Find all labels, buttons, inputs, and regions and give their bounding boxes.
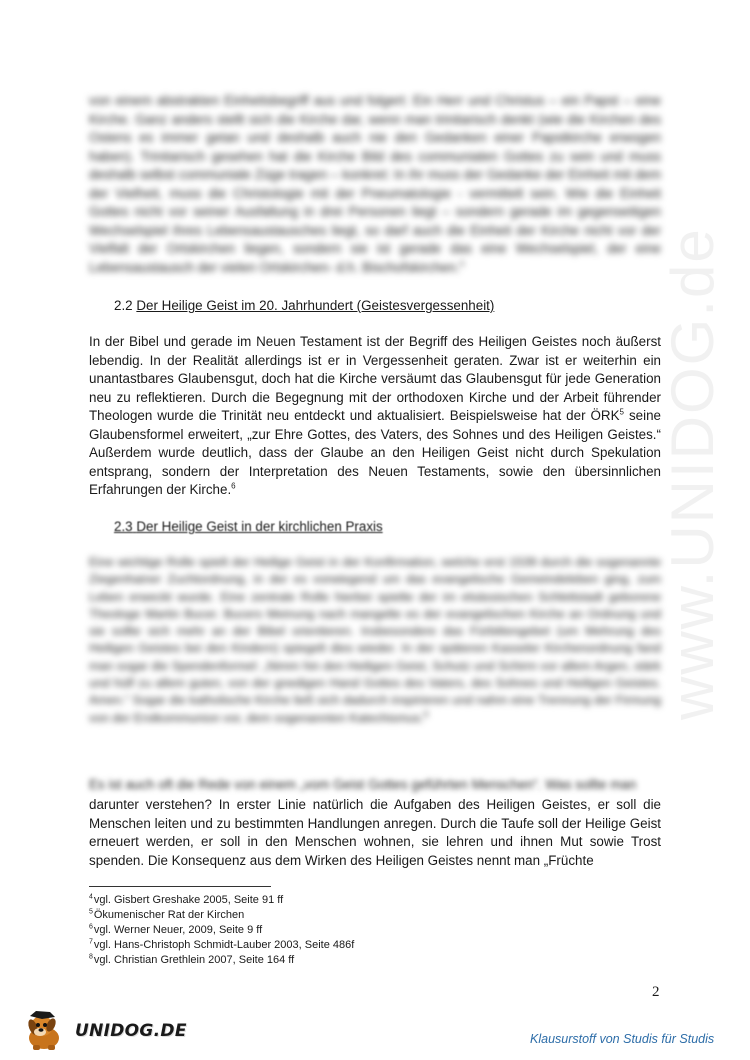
footnote-4: $^4$ vgl. Gisbert Greshake 2005, Seite 91 ff [89,893,284,906]
footnote-7: $^7$ vgl. Hans-Christoph Schmidt-Lauber 2003, Seite 486f [89,938,355,951]
footnote-ref-4: 4 [459,259,465,269]
section-2-2-text-a: In der Bibel und gerade im Neuen Testament ist der Begriff des Heiligen Geistes noch äußerst lebendig. In der Realität allerdings ist er in Vergessenheit geraten. Zwar ist er weiterhin ein unantastbares Glaubensgut, doch hat die Kirche versäumt das Glaubensgut für jede Generation neu zu reflektieren. Durch die Begegnung mit der orthodoxen Kirche und der Arbeit führender Theologen wurde die Trinität neu entdeckt und aktualisiert. Beispielsweise hat der ÖRK [89,334,661,423]
section-heading-2-2 [114,297,494,315]
footer-tagline: Klausurstoff von Studis für Studis [530,1032,715,1046]
footnote-5: $^5$ Ökumenischer Rat der Kirchen [89,908,245,921]
blurred-paragraph-top-text: von einem abstrakten Einheitsbegriff aus und folgert: Ein Herr und Christus – ein Papst – eine Kirche. Ganz anders stellt sich die Kirche dar, wenn man trinitarisch denkt (wie die Kirchen des Ostens es immer getan und deshalb auch nie den Gedanken einer Papstkirche erwogen haben). Trinitarisch gesehen hat die Kirche Bild des communialen Gottes zu sein und muss deshalb selbst communiale Züge tragen – konkret: In ihr muss der Gedanke der Einheit mit dem der Vielheit, muss die Christologie mit der Pneumatologie - vermittelt sein. Wie die Einheit Gottes nicht vor seiner Ausfaltung in drei Personen liegt – sondern gerade im gegenseitigen Wechselspiel ihres Lebensaustausches liegt, so darf auch die Einheit der Kirche nicht vor der Vielfalt der Ortskirchen liegen, sondern sie ist gerade das eine Wechselspiel, der eine Lebensaustausch der vielen Ortskirchen- d.h. Bischofskirchen. [89,93,661,275]
section-heading-2-3 [114,518,383,536]
footnote-ref-8: 8 [423,709,429,719]
section-title-2-3: Der Heilige Geist in der kirchlichen Praxis [136,519,383,534]
footnote-8: $^8$ vgl. Christian Grethlein 2007, Seite 164 ff [89,953,295,966]
section-number-2-2: 2.2 [114,298,133,313]
watermark: www.UNIDOG.de [659,227,726,720]
section-2-3-paragraph: darunter verstehen? In erster Linie natürlich die Aufgaben des Heiligen Geistes, er soll die Menschen leiten und zu bestimmten Handlungen anregen. Durch die Taufe soll der Heilige Geist erneuert werden, er soll in den Menschen wohnen, sie lehren und ihnen Mut sowie Trost spenden. Die Konsequenz aus dem Wirken des Heiligen Geistes nennt man „Früchte [89,797,661,868]
dog-mascot-icon [22,1010,78,1052]
section-2-2-paragraph [89,333,661,500]
blurred-paragraph-2-3 [89,554,661,727]
blurred-line: Es ist auch oft die Rede von einem „vom Geist Gottes geführten Menschen“. Was sollte man [89,777,637,792]
logo-text: UNIDOG.DE [75,1021,187,1041]
page-number: 2 [652,984,660,1000]
blurred-paragraph-2-3-text: Eine wichtige Rolle spielt der Heilige Geist in der Konfirmation, welche erst 1539 durch die sogenannte Ziegenhainer Zuchtordnung, in der es vorwiegend um das evangelische Gemeindeleben ging, zum Leben erweckt wurde. Eine zentrale Rolle hierbei spielte der im elsässischen Schlettstadt geborene Theologe Martin Bucer. Bucers Meinung nach mangelte es der evangelischen Kirche an Ordnung und sie sollte sich mehr an der Bibel orientieren. Insbesondere das Fürbittengebet (um Mehrung des Heiligen Geistes bei den Kindern) spiegelt dies wieder. In der späteren Kasseler Kirchenordnung fand man sogar die Spendenformel: „Nimm hin den Heiligen Geist, Schutz und Schirm vor allem Argen, stärk und hülf zu allem guten, von der gnedigen Hand Gottes des Vaters, des Sohnes und Heiligen Geistes. Amen.“ Sogar die katholische Kirche ließ sich dadurch inspirieren und nahm eine Trennung der Firmung von der Erstkommunion vor, dem sogenannten Katechismus. [89,555,661,725]
blurred-paragraph-top [89,92,661,277]
section-2-2-text-b: seine Glaubensformel erweitert, „zur Ehre Gottes, des Vaters, des Sohnes und des Heiligen Geistes.“ Außerdem wurde deutlich, dass der Glaube an den Heiligen Geist nicht durch Spekulation entsprang, sondern der Interpretation des Neuen Testaments, sowie den übersinnlichen Erfahrungen der Kirche. [89,408,662,497]
footnotes-list [89,893,354,968]
footnote-6: $^6$ vgl. Werner Neuer, 2009, Seite 9 ff [89,923,263,936]
footnote-ref-6: 6 [231,481,236,491]
unidog-logo[interactable] [22,1010,187,1052]
footnote-ref-5: 5 [619,407,624,417]
footnote-separator [89,886,271,887]
section-number-2-3: 2.3 [114,519,133,534]
section-title-2-2: Der Heilige Geist im 20. Jahrhundert (Geistesvergessenheit) [136,298,495,313]
